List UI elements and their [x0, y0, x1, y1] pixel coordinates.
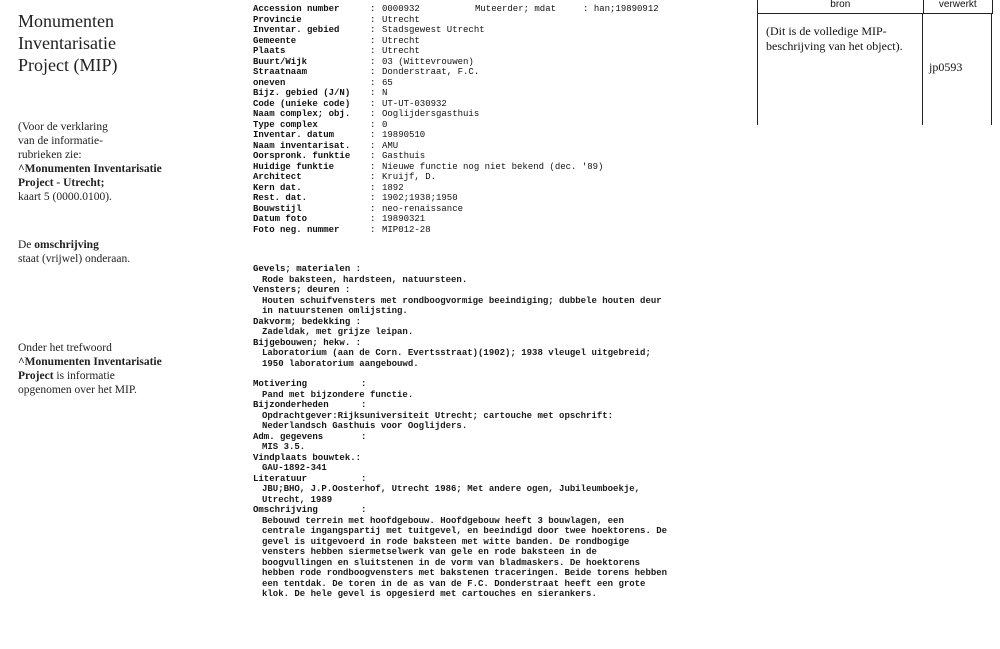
note-bold: ^Monumenten Inventarisatie	[18, 356, 162, 368]
vindplaats-label: Vindplaats bouwtek.:	[253, 452, 362, 463]
field-row	[253, 88, 753, 99]
field-value: N	[382, 88, 388, 98]
literatuur-value: JBU;BHO, J.P.Oosterhof, Utrecht 1986; Met andere ogen, Jubileumboekje, Utrecht, 1989	[262, 484, 641, 505]
note-bold: Project - Utrecht;	[18, 177, 105, 189]
bron-header: bron	[757, 0, 924, 13]
info-note	[18, 120, 208, 204]
vindplaats-value: GAU-1892-341	[262, 463, 327, 473]
field-value: Donderstraat, F.C.	[382, 67, 480, 77]
dakvorm-label: Dakvorm; bedekking :	[253, 316, 362, 327]
field-label: Bouwstijl	[253, 203, 302, 214]
field-colon: :	[370, 193, 376, 203]
field-list	[253, 4, 753, 235]
field-value: 03 (Wittevrouwen)	[382, 56, 474, 67]
field-label: Type complex	[253, 119, 318, 130]
field-value: Nieuwe functie nog niet bekend (dec. '89)	[382, 161, 604, 172]
omschrijving-label: Omschrijving :	[253, 505, 367, 515]
field-label: Rest. dat.	[253, 193, 308, 203]
record-fields	[253, 4, 753, 235]
field-label: Inventar. datum	[253, 130, 335, 140]
note-line: staat (vrijwel) onderaan.	[18, 253, 131, 265]
note-bold: Project	[18, 370, 54, 382]
field-value: 1892	[382, 182, 404, 193]
field-label: Naam complex; obj.	[253, 109, 351, 119]
spacer	[253, 369, 723, 379]
vensters-value: Houten schuifvensters met rondboogvormige beeindiging; dubbele houten deur in natuurstenen omlijsting.	[262, 295, 662, 316]
note-line: rubrieken zie:	[18, 149, 82, 161]
field-label: Accession number	[253, 4, 340, 14]
field-value: 0	[382, 119, 388, 130]
field-colon: :	[370, 56, 376, 67]
note-text: De	[18, 239, 35, 251]
note-line: kaart 5 (0000.0100).	[18, 191, 112, 203]
vensters-label: Vensters; deuren :	[253, 285, 351, 295]
note-line: (Voor de verklaring	[18, 121, 108, 133]
source-table	[757, 0, 993, 124]
field-colon: :	[370, 182, 376, 193]
field-label: Code (unieke code)	[253, 98, 351, 109]
field-row	[253, 36, 753, 47]
field-row	[253, 183, 753, 194]
field-value: 65	[382, 77, 393, 88]
field-colon: :	[370, 77, 376, 88]
field-value: Utrecht	[382, 14, 420, 25]
field-colon: :	[370, 25, 376, 35]
field-label: Straatnaam	[253, 67, 308, 77]
bijgebouwen-value: Laboratorium (aan de Corn. Evertsstraat)(1902); 1938 vleugel uitgebreid; 1950 laboratorium aangebouwd.	[262, 348, 651, 369]
field-value: Kruijf, D.	[382, 172, 437, 182]
note-bold: ^Monumenten Inventarisatie	[18, 163, 162, 175]
title-line: Project (MIP)	[18, 55, 118, 75]
adm-label: Adm. gegevens :	[253, 431, 367, 442]
field-row	[253, 99, 753, 110]
field-label: Datum foto	[253, 214, 308, 224]
field-row	[253, 78, 753, 89]
field-label: Gemeente	[253, 35, 297, 46]
field-colon: :	[370, 119, 376, 130]
field-colon: :	[370, 35, 376, 46]
omschrijving-value: Bebouwd terrein met hoofdgebouw. Hoofdgebouw heeft 3 bouwlagen, een centrale ingangspartij met tuitgevel, en beeindigd door twee hoektorens. De gevel is uitgevoerd in rode baksteen met witte banden. De rondbogige vensters hebben siermetselwerk van gele en rode baksteen in de boogvullingen en sluitstenen in de vorm van bladmaskers. De hoektorens hebben rode rondboogvensters met bakstenen traceringen. Beide torens hebben een tentdak. De toren in de as van de F.C. Donderstraat heeft een grote klok. De hele gevel is opgesierd met cartouches en sierankers.	[262, 515, 668, 599]
field-colon: :	[370, 98, 376, 109]
note-line: Onder het trefwoord	[18, 342, 112, 354]
field-label: Oorspronk. funktie	[253, 151, 351, 161]
field-row	[253, 193, 753, 204]
motivering-value: Pand met bijzondere functie.	[262, 389, 414, 400]
field-label: Inventar. gebied	[253, 25, 340, 35]
field-value: Ooglijdersgasthuis	[382, 109, 480, 119]
description-note	[18, 238, 208, 266]
field-value: Utrecht	[382, 46, 420, 56]
verwerkt-cell: jp0593	[923, 14, 992, 125]
field-value: UT-UT-030932	[382, 98, 447, 109]
field-colon: :	[370, 130, 376, 140]
field-row	[253, 204, 753, 215]
motivering-label: Motivering :	[253, 379, 367, 389]
bijzonderheden-value: Opdrachtgever:Rijksuniversiteit Utrecht; cartouche met opschrift: Nederlandsch Gasthuis voor Ooglijders.	[262, 410, 614, 431]
field-value: 0000932	[382, 4, 420, 14]
field-label: Plaats	[253, 46, 286, 56]
field-label: Naam inventarisat.	[253, 140, 351, 151]
field-label: Foto neg. nummer	[253, 224, 340, 235]
note-line: opgenomen over het MIP.	[18, 384, 137, 396]
field-colon: :	[370, 109, 376, 119]
title-line: Inventarisatie	[18, 33, 116, 53]
field-colon: :	[370, 140, 376, 151]
bijgebouwen-label: Bijgebouwen; hekw. :	[253, 337, 362, 348]
field-row	[253, 15, 753, 26]
title-line: Monumenten	[18, 11, 114, 31]
field-row	[253, 120, 753, 131]
note-bold: omschrijving	[34, 239, 99, 251]
left-margin	[18, 10, 218, 396]
field-value: Stadsgewest Utrecht	[382, 25, 485, 35]
gevels-label: Gevels; materialen :	[253, 264, 362, 274]
field-colon: :	[370, 88, 376, 98]
note-text: is informatie	[53, 370, 115, 382]
bron-cell: (Dit is de volledige MIP-beschrijving van het object).	[757, 14, 923, 125]
field-colon: :	[370, 4, 376, 14]
note-line: van de informatie-	[18, 135, 103, 147]
field-colon: :	[370, 14, 376, 25]
field-row	[253, 151, 753, 162]
field-label: Bijz. gebied (J/N)	[253, 88, 351, 98]
keyword-note	[18, 341, 208, 397]
field-colon: :	[370, 67, 376, 77]
field-colon: :	[370, 214, 376, 224]
field-colon: :	[370, 151, 376, 161]
field-row	[253, 141, 753, 152]
table-header	[757, 0, 993, 14]
field-value: Gasthuis	[382, 151, 426, 161]
field-value: AMU	[382, 140, 399, 151]
field-row	[253, 67, 753, 78]
field-label: Architect	[253, 172, 302, 182]
field-colon: :	[370, 161, 376, 172]
field-row	[253, 25, 753, 36]
literatuur-label: Literatuur :	[253, 473, 367, 484]
field-value: 1902;1938;1950	[382, 193, 458, 203]
field-colon: :	[370, 224, 376, 235]
field-label: Huidige funktie	[253, 161, 335, 172]
mip-title	[18, 10, 218, 76]
field-row	[253, 214, 753, 225]
bijzonderheden-label: Bijzonderheden :	[253, 400, 367, 410]
verwerkt-header: verwerkt	[924, 0, 993, 13]
field-colon: :	[370, 172, 376, 182]
field-label: Buurt/Wijk	[253, 56, 308, 67]
table-row	[757, 14, 993, 125]
field-label: Kern dat.	[253, 182, 302, 193]
field-row	[253, 225, 753, 236]
field-colon: :	[370, 203, 376, 214]
adm-value: MIS 3.5.	[262, 442, 306, 452]
field-value: 19890510	[382, 130, 426, 140]
field-row	[253, 46, 753, 57]
field-row	[253, 57, 753, 68]
mutator-line: Muteerder; mdat : han;19890912	[475, 4, 659, 14]
dakvorm-value: Zadeldak, met grijze leipan.	[262, 327, 414, 337]
field-value: neo-renaissance	[382, 203, 464, 214]
field-row	[253, 172, 753, 183]
field-label: oneven	[253, 77, 286, 88]
field-row	[253, 130, 753, 141]
field-value: 19890321	[382, 214, 426, 224]
field-row	[253, 109, 753, 120]
gevels-value: Rode baksteen, hardsteen, natuursteen.	[262, 274, 468, 285]
field-value: Utrecht	[382, 35, 420, 46]
field-value: MIP012-28	[382, 224, 431, 235]
field-colon: :	[370, 46, 376, 56]
record-sections	[253, 264, 723, 600]
field-row	[253, 162, 753, 173]
field-label: Provincie	[253, 14, 302, 25]
